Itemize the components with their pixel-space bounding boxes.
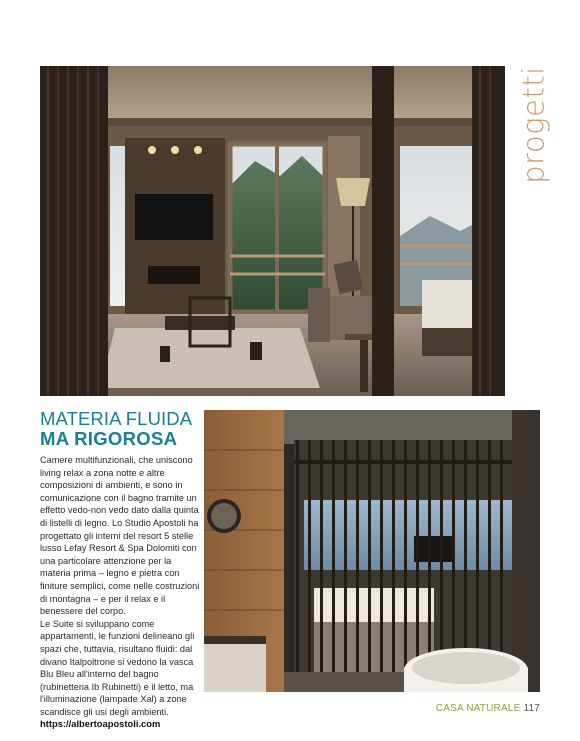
website-link[interactable]: https://albertoapostoli.com — [40, 718, 161, 730]
photo-suite-living-illustration — [40, 66, 505, 396]
article-paragraph-2: Le Suite si sviluppano come appartamenti, le funzioni delineano gli spazi che, tuttavia, risultano fluidi: dal divano Italpoltrone si vedono la vasca Blu Bleu all'interno del bagno (rubinetteria Ib Rubinetti) e il letto, ma l'illuminazione (lampade Xal) a zone scandisce gli usi degli ambienti. — [40, 618, 195, 717]
headline-line-2: MA RIGOROSA — [40, 427, 178, 449]
article — [40, 410, 200, 731]
page-number: 117 — [523, 703, 540, 714]
magazine-name: CASA NATURALE — [435, 703, 521, 714]
section-tag — [514, 62, 554, 188]
article-body — [40, 454, 200, 731]
photo-suite-living — [40, 66, 505, 396]
photo-suite-bathroom — [204, 410, 540, 692]
headline-line-1: MATERIA FLUIDA — [40, 408, 193, 429]
article-paragraph-1: Camere multifunzionali, che uniscono living relax a zona notte e altre composizioni di ambienti, e sono in comunicazione con il bagno tramite un effetto vedo-non vedo dato dalla quinta di listelli di legno. Lo Studio Apostoli ha progettato gli interni del resort 5 stelle lusso Lefay Resort & Spa Dolomiti con una particolare attenzione per la materia prima – legno e pietra con finiture semplici, come nelle costruzioni di montagna – e per il relax e il benessere del corpo. — [40, 455, 200, 617]
photo-suite-bathroom-illustration — [204, 410, 540, 692]
article-headline — [40, 410, 200, 448]
section-tag-label: progetti — [517, 66, 552, 184]
page-footer — [436, 703, 540, 714]
